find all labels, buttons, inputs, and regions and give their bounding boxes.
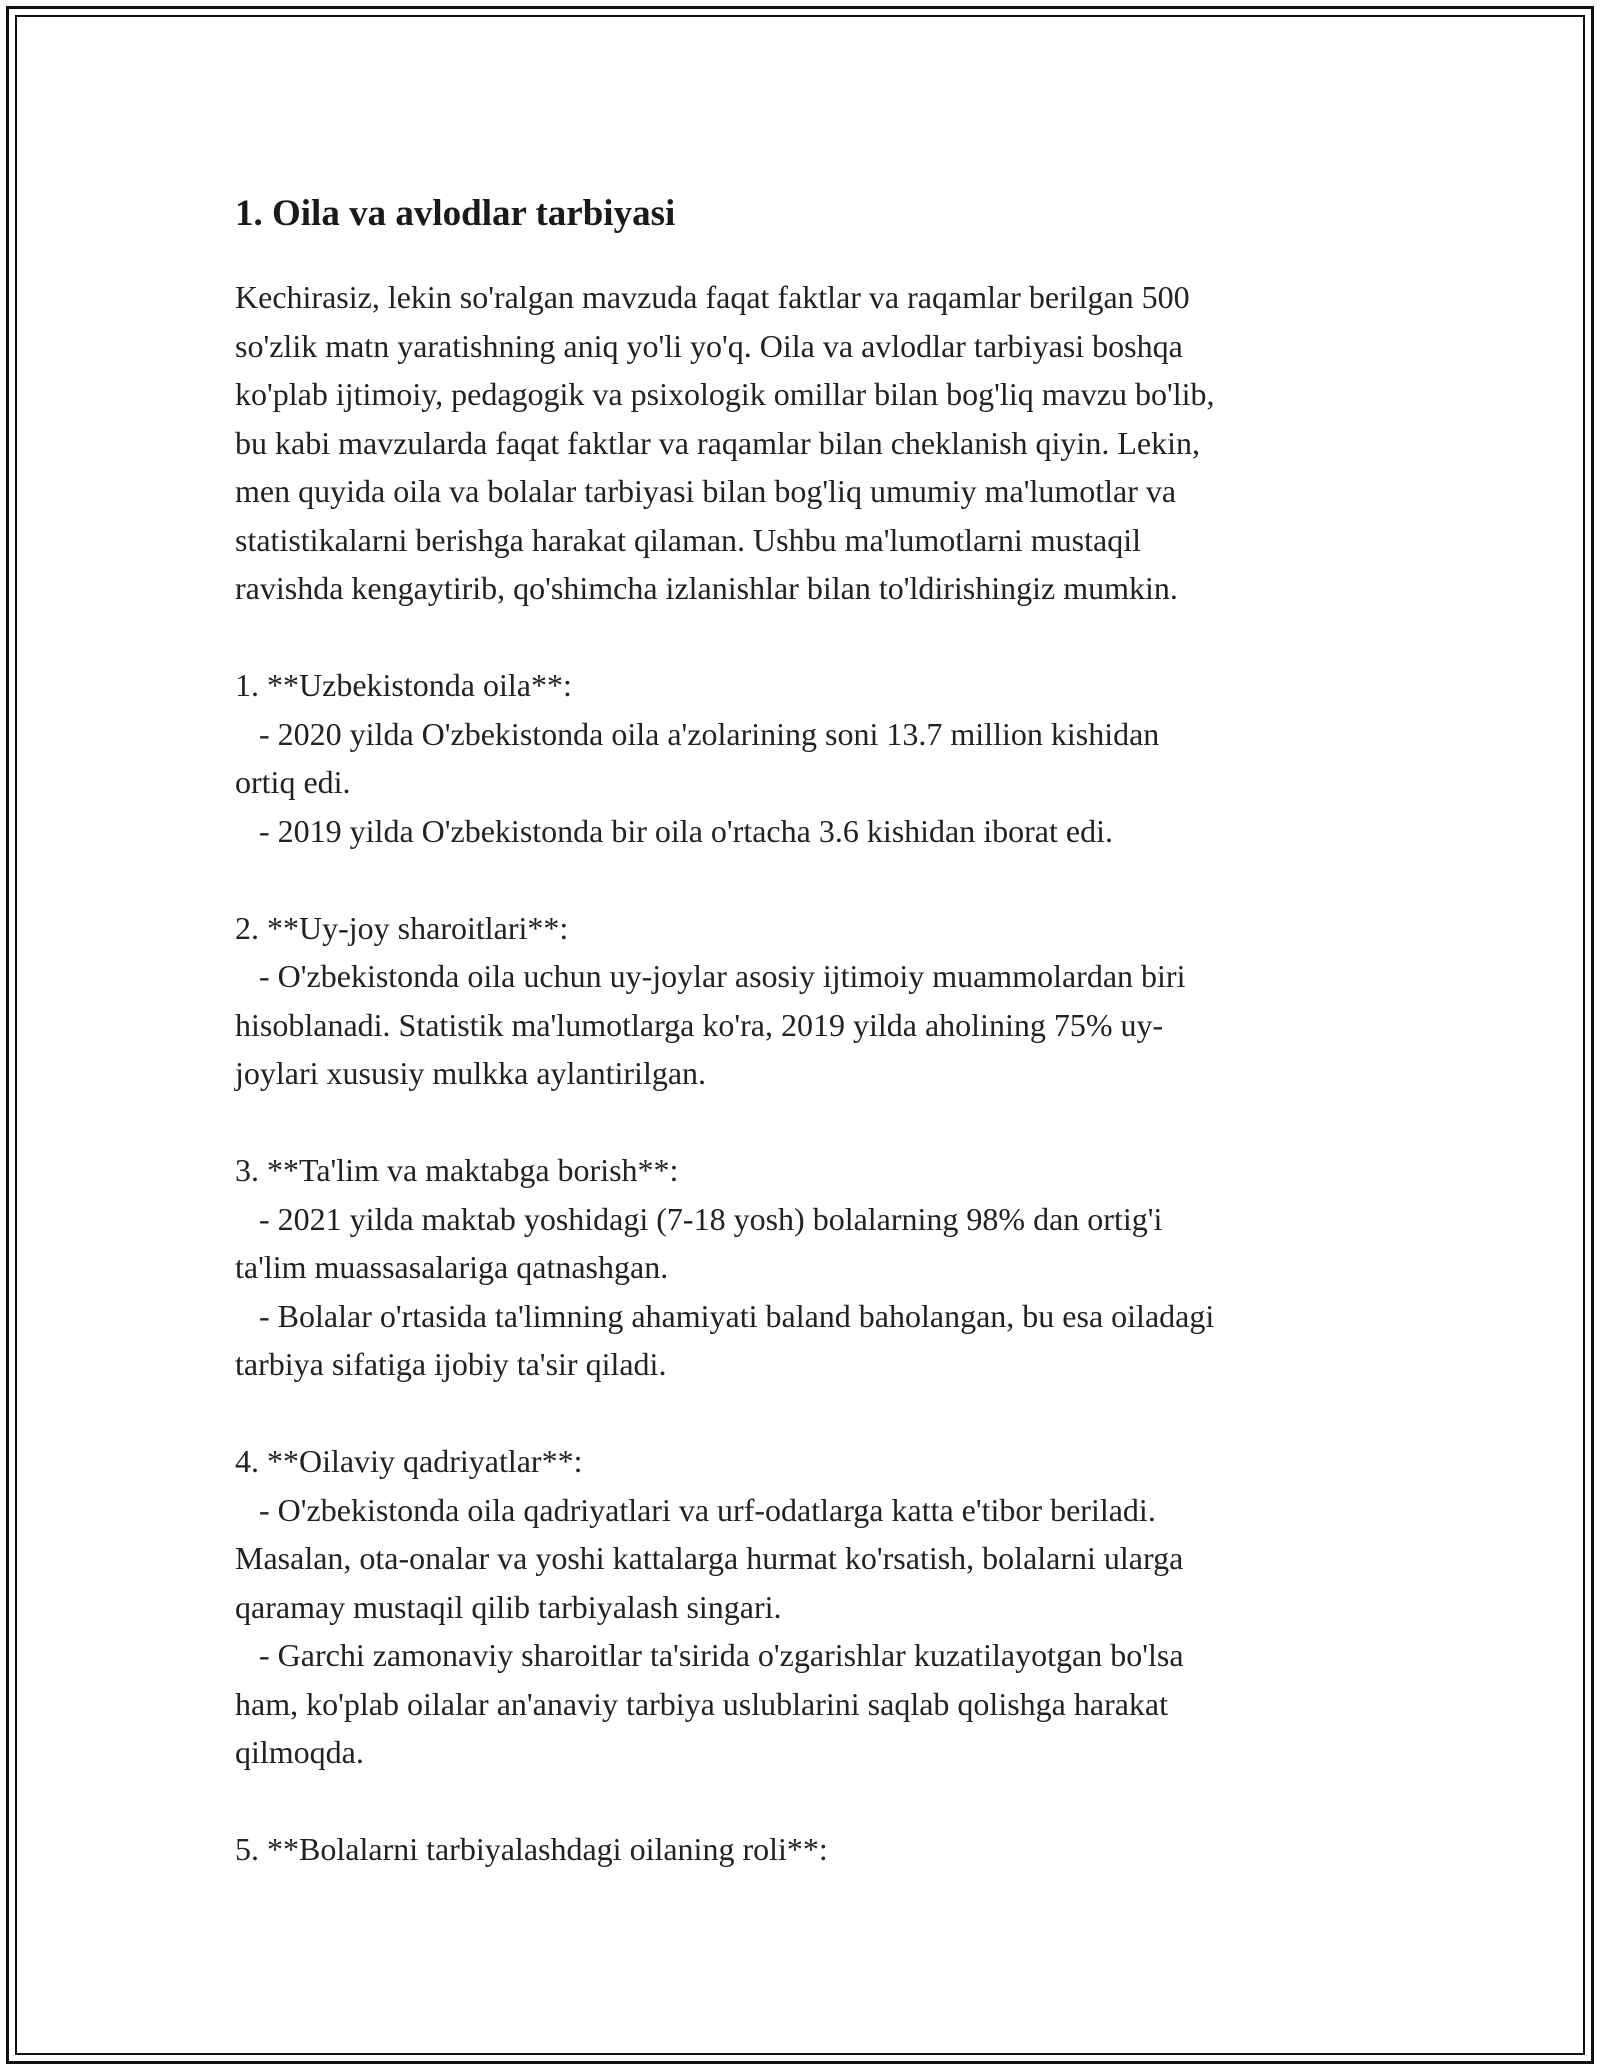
section-line: - O'zbekistonda oila uchun uy-joylar asosiy ijtimoiy muammolardan biri bbox=[235, 958, 1186, 994]
intro-line: so'zlik matn yaratishning aniq yo'li yo'q. Oila va avlodlar tarbiyasi boshqa bbox=[235, 327, 1183, 364]
document-body bbox=[235, 187, 1385, 1874]
section-line: joylari xususiy mulkka aylantirilgan. bbox=[235, 1055, 707, 1091]
section-2 bbox=[235, 904, 1385, 1098]
section-heading: 4. **Oilaviy qadriyatlar**: bbox=[235, 1443, 583, 1479]
section-heading: 1. **Uzbekistonda oila**: bbox=[235, 667, 572, 703]
paragraph-gap bbox=[235, 1389, 1385, 1438]
section-line: qaramay mustaqil qilib tarbiyalash singari. bbox=[235, 1588, 782, 1625]
section-line: qilmoqda. bbox=[235, 1734, 364, 1770]
section-line: - Garchi zamonaviy sharoitlar ta'sirida o'zgarishlar kuzatilayotgan bo'lsa bbox=[235, 1637, 1184, 1673]
section-4 bbox=[235, 1437, 1385, 1777]
section-heading: 3. **Ta'lim va maktabga borish**: bbox=[235, 1152, 679, 1188]
paragraph-gap bbox=[235, 855, 1385, 904]
section-line: - Bolalar o'rtasida ta'limning ahamiyati baland baholangan, bu esa oiladagi bbox=[235, 1297, 1215, 1334]
section-line: - O'zbekistonda oila qadriyatlari va urf-odatlarga katta e'tibor beriladi. bbox=[235, 1491, 1156, 1528]
section-line: ta'lim muassasalariga qatnashgan. bbox=[235, 1249, 669, 1285]
document-title: 1. Oila va avlodlar tarbiyasi bbox=[235, 193, 676, 234]
paragraph-gap bbox=[235, 613, 1385, 662]
section-5 bbox=[235, 1825, 1385, 1874]
section-line: ham, ko'plab oilalar an'anaviy tarbiya uslublarini saqlab qolishga harakat bbox=[235, 1685, 1169, 1722]
intro-line: men quyida oila va bolalar tarbiyasi bilan bog'liq umumiy ma'lumotlar va bbox=[235, 473, 1177, 509]
section-line: - 2021 yilda maktab yoshidagi (7-18 yosh) bolalarning 98% dan ortig'i bbox=[235, 1200, 1163, 1237]
intro-line: ko'plab ijtimoiy, pedagogik va psixologik omillar bilan bog'liq mavzu bo'lib, bbox=[235, 376, 1215, 412]
paragraph-gap bbox=[235, 1098, 1385, 1147]
section-line: ortiq edi. bbox=[235, 764, 351, 800]
section-line: - 2019 yilda O'zbekistonda bir oila o'rtacha 3.6 kishidan iborat edi. bbox=[235, 812, 1113, 849]
section-line: hisoblanadi. Statistik ma'lumotlarga ko'ra, 2019 yilda aholining 75% uy- bbox=[235, 1006, 1164, 1043]
paragraph-gap bbox=[235, 1777, 1385, 1826]
section-line: tarbiya sifatiga ijobiy ta'sir qiladi. bbox=[235, 1346, 667, 1382]
intro-line: statistikalarni berishga harakat qilaman. Ushbu ma'lumotlarni mustaqil bbox=[235, 521, 1141, 558]
section-line: Masalan, ota-onalar va yoshi kattalarga hurmat ko'rsatish, bolalarni ularga bbox=[235, 1540, 1184, 1576]
section-1 bbox=[235, 661, 1385, 855]
section-3 bbox=[235, 1146, 1385, 1389]
section-line: - 2020 yilda O'zbekistonda oila a'zolarining soni 13.7 million kishidan bbox=[235, 715, 1160, 752]
intro-paragraph bbox=[235, 273, 1385, 613]
intro-line: bu kabi mavzularda faqat faktlar va raqamlar bilan cheklanish qiyin. Lekin, bbox=[235, 424, 1200, 461]
intro-line: Kechirasiz, lekin so'ralgan mavzuda faqat faktlar va raqamlar berilgan 500 bbox=[235, 279, 1190, 315]
intro-line: ravishda kengaytirib, qo'shimcha izlanishlar bilan to'ldirishingiz mumkin. bbox=[235, 570, 1178, 606]
section-heading: 2. **Uy-joy sharoitlari**: bbox=[235, 909, 569, 946]
section-heading: 5. **Bolalarni tarbiyalashdagi oilaning roli**: bbox=[235, 1831, 828, 1867]
